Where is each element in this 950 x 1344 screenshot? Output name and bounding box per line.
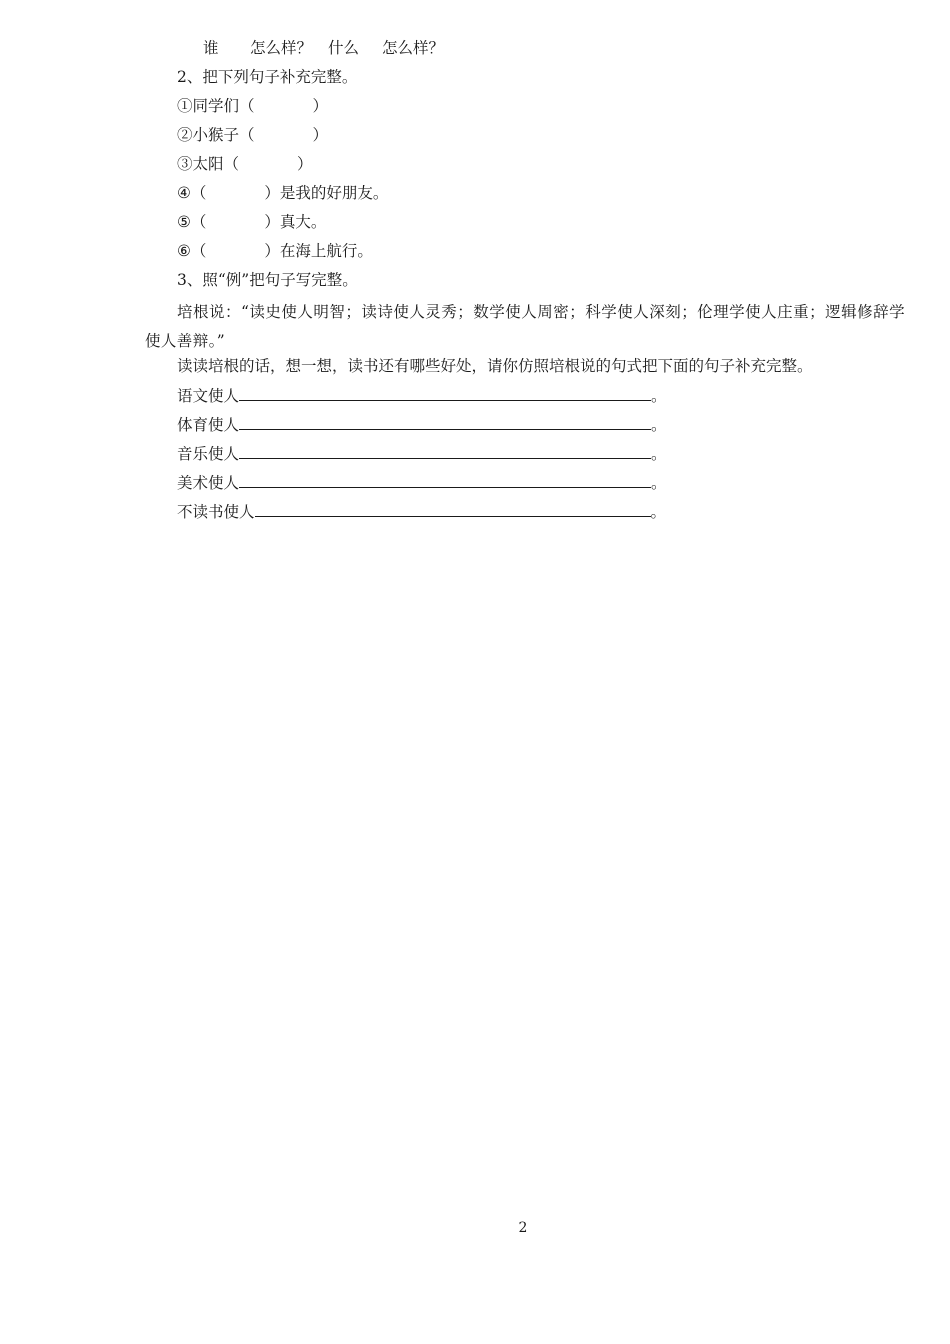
bacon-quote: 培根说：“读史使人明智；读诗使人灵秀；数学使人周密；科学使人深刻；伦理学使人庄重；逻辑修辞学使人善辩。” <box>145 303 905 350</box>
header-word: 什么 <box>328 39 360 57</box>
fill-line-label: 不读书使人 <box>177 503 255 521</box>
fill-line-end: 。 <box>651 387 667 405</box>
q2-item-prefix: ①同学们（ <box>177 97 255 115</box>
answer-underline[interactable] <box>239 414 651 430</box>
fill-line-label: 体育使人 <box>177 416 240 434</box>
header-word-row <box>203 38 444 58</box>
fill-line-end: 。 <box>650 503 667 521</box>
q2-item-prefix: ⑤（ <box>177 213 207 231</box>
q2-item-prefix: ②小猴子（ <box>177 126 255 144</box>
header-word: 怎么样？ <box>250 39 313 57</box>
fill-line <box>177 443 667 464</box>
header-word: 怎么样？ <box>382 39 445 57</box>
q2-item-suffix: ）在海上航行。 <box>264 242 373 260</box>
q2-item <box>177 212 326 232</box>
q2-item-suffix: ）是我的好朋友。 <box>264 184 389 202</box>
q2-item <box>177 125 328 145</box>
answer-underline[interactable] <box>239 385 651 401</box>
answer-underline[interactable] <box>255 501 651 517</box>
q2-item-suffix: ） <box>297 155 313 173</box>
q2-item-prefix: ③太阳（ <box>177 155 240 173</box>
fill-line-end: 。 <box>651 474 667 492</box>
fill-line <box>177 414 667 435</box>
q2-item-suffix: ） <box>312 126 329 144</box>
fill-line-label: 音乐使人 <box>177 445 240 463</box>
fill-line-label: 语文使人 <box>177 387 240 405</box>
header-word: 谁 <box>203 39 219 57</box>
fill-line-end: 。 <box>651 445 667 463</box>
question-3-title: 3、照“例”把句子写完整。 <box>177 271 358 289</box>
page-number: 2 <box>518 1220 528 1236</box>
fill-line-label: 美术使人 <box>177 474 240 492</box>
q3-instruction: 读读培根的话，想一想，读书还有哪些好处，请你仿照培根说的句式把下面的句子补充完整。 <box>177 357 813 375</box>
fill-line <box>177 501 666 522</box>
q2-item-prefix: ⑥（ <box>177 242 207 260</box>
q2-item <box>177 154 313 174</box>
fill-line <box>177 472 667 493</box>
fill-line <box>177 385 667 406</box>
q2-item-suffix: ）真大。 <box>264 213 327 231</box>
answer-underline[interactable] <box>239 472 651 488</box>
question-2-title: 2、把下列句子补充完整。 <box>177 68 358 86</box>
q2-item <box>177 241 373 261</box>
fill-line-end: 。 <box>651 416 667 434</box>
q2-item-prefix: ④（ <box>177 184 207 202</box>
answer-underline[interactable] <box>239 443 651 459</box>
q2-item <box>177 183 388 203</box>
q2-item-suffix: ） <box>312 97 329 115</box>
q2-item <box>177 96 328 116</box>
